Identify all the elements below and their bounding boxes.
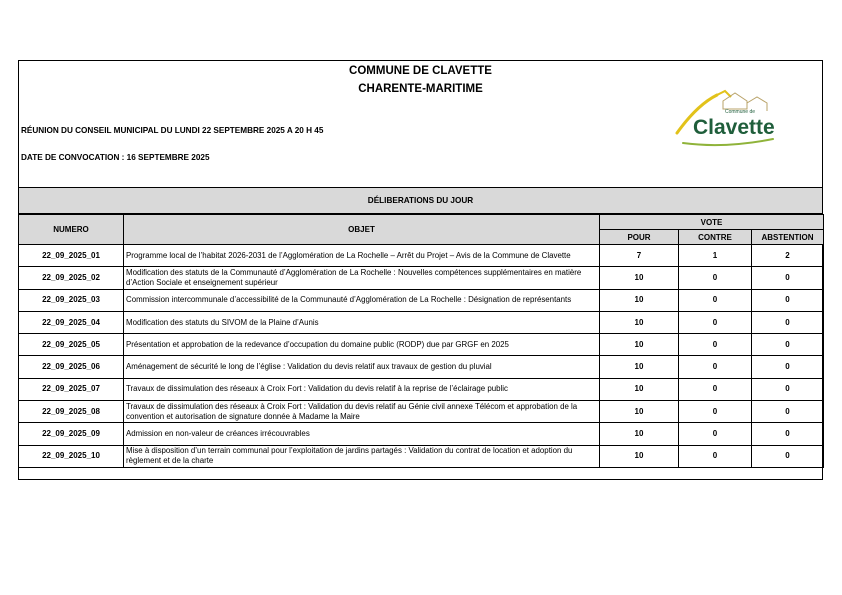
departement-title: CHARENTE-MARITIME <box>358 83 483 95</box>
table-row <box>19 267 824 289</box>
row-contre: 0 <box>679 378 752 400</box>
table-row <box>19 311 824 333</box>
row-objet: Admission en non-valeur de créances irrécouvrables <box>124 423 600 445</box>
row-numero: 22_09_2025_06 <box>19 356 124 378</box>
row-pour: 10 <box>600 334 679 356</box>
row-numero: 22_09_2025_09 <box>19 423 124 445</box>
row-numero: 22_09_2025_02 <box>19 267 124 289</box>
table-row <box>19 289 824 311</box>
row-numero: 22_09_2025_08 <box>19 401 124 423</box>
row-objet: Modification des statuts du SIVOM de la Plaine d’Aunis <box>124 311 600 333</box>
table-row <box>19 423 824 445</box>
row-pour: 10 <box>600 356 679 378</box>
table-row <box>19 334 824 356</box>
row-numero: 22_09_2025_03 <box>19 289 124 311</box>
row-abstention: 2 <box>752 245 824 267</box>
deliberations-table <box>18 214 824 468</box>
row-pour: 7 <box>600 245 679 267</box>
table-row <box>19 245 824 267</box>
table-row <box>19 445 824 467</box>
table-row <box>19 356 824 378</box>
row-abstention: 0 <box>752 311 824 333</box>
row-objet: Mise à disposition d’un terrain communal pour l’exploitation de jardins partagés : Validation du contrat de location et adoption du règlement et de la charte <box>124 445 600 467</box>
row-contre: 0 <box>679 423 752 445</box>
row-numero: 22_09_2025_04 <box>19 311 124 333</box>
row-contre: 0 <box>679 267 752 289</box>
convocation-line: DATE DE CONVOCATION : 16 SEPTEMBRE 2025 <box>21 153 210 162</box>
row-objet: Modification des statuts de la Communauté d’Agglomération de La Rochelle : Nouvelles compétences supplémentaires en matière d’Action Sociale et enseignement supérieur <box>124 267 600 289</box>
logo-small-text: Commune de <box>725 109 756 115</box>
row-abstention: 0 <box>752 356 824 378</box>
row-contre: 1 <box>679 245 752 267</box>
row-abstention: 0 <box>752 401 824 423</box>
row-objet: Travaux de dissimulation des réseaux à Croix Fort : Validation du devis relatif au Génie civil annexe Télécom et approbation de la convention et autorisation de signature donnée à Madame la Maire <box>124 401 600 423</box>
row-abstention: 0 <box>752 445 824 467</box>
row-pour: 10 <box>600 289 679 311</box>
col-pour: POUR <box>600 230 679 245</box>
row-pour: 10 <box>600 311 679 333</box>
row-contre: 0 <box>679 334 752 356</box>
document-frame <box>18 60 823 480</box>
col-contre: CONTRE <box>679 230 752 245</box>
row-pour: 10 <box>600 423 679 445</box>
row-numero: 22_09_2025_05 <box>19 334 124 356</box>
row-abstention: 0 <box>752 334 824 356</box>
col-numero: NUMERO <box>19 215 124 245</box>
row-contre: 0 <box>679 356 752 378</box>
row-pour: 10 <box>600 378 679 400</box>
row-abstention: 0 <box>752 423 824 445</box>
row-pour: 10 <box>600 267 679 289</box>
row-numero: 22_09_2025_07 <box>19 378 124 400</box>
logo-name: Clavette <box>693 116 775 139</box>
section-title: DÉLIBERATIONS DU JOUR <box>19 187 822 214</box>
row-objet: Travaux de dissimulation des réseaux à Croix Fort : Validation du devis relatif à la reprise de l’éclairage public <box>124 378 600 400</box>
col-vote: VOTE <box>600 215 824 230</box>
row-objet: Commission intercommunale d’accessibilité de la Communauté d’Agglomération de La Rochelle : Désignation de représentants <box>124 289 600 311</box>
col-objet: OBJET <box>124 215 600 245</box>
table-row <box>19 401 824 423</box>
commune-title: COMMUNE DE CLAVETTE <box>349 65 492 77</box>
row-numero: 22_09_2025_01 <box>19 245 124 267</box>
row-pour: 10 <box>600 445 679 467</box>
row-objet: Aménagement de sécurité le long de l’église : Validation du devis relatif aux travaux de gestion du pluvial <box>124 356 600 378</box>
reunion-line: RÉUNION DU CONSEIL MUNICIPAL DU LUNDI 22 SEPTEMBRE 2025 A 20 H 45 <box>21 126 324 135</box>
row-contre: 0 <box>679 445 752 467</box>
row-objet: Programme local de l’habitat 2026-2031 de l’Agglomération de La Rochelle – Arrêt du Projet – Avis de la Commune de Clavette <box>124 245 600 267</box>
row-contre: 0 <box>679 401 752 423</box>
row-abstention: 0 <box>752 378 824 400</box>
col-abstention: ABSTENTION <box>752 230 824 245</box>
row-numero: 22_09_2025_10 <box>19 445 124 467</box>
row-abstention: 0 <box>752 267 824 289</box>
row-pour: 10 <box>600 401 679 423</box>
table-row <box>19 378 824 400</box>
row-abstention: 0 <box>752 289 824 311</box>
row-objet: Présentation et approbation de la redevance d’occupation du domaine public (RODP) due par GRGF en 2025 <box>124 334 600 356</box>
row-contre: 0 <box>679 289 752 311</box>
clavette-logo <box>673 89 787 147</box>
row-contre: 0 <box>679 311 752 333</box>
